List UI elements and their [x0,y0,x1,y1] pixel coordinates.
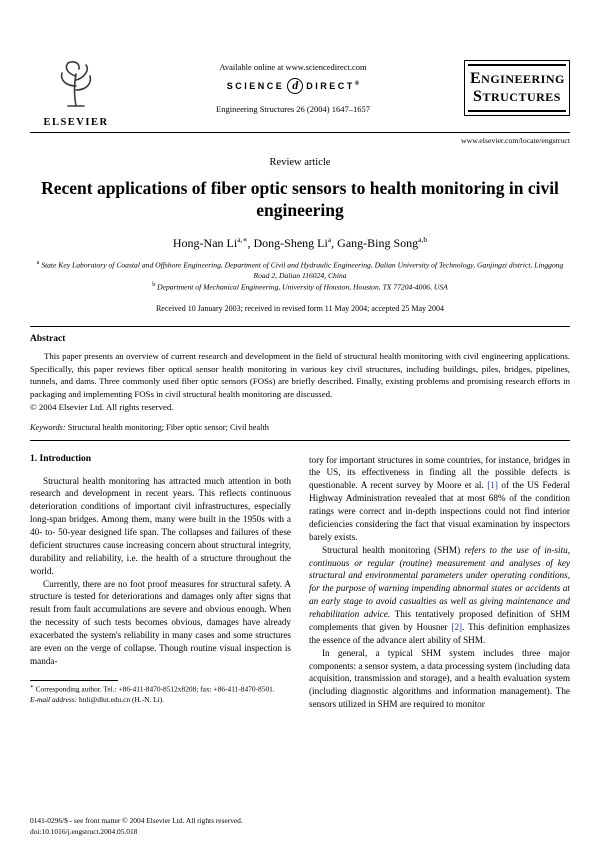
elsevier-tree-icon [54,97,98,114]
elsevier-label: ELSEVIER [43,117,109,128]
journal-logo-box [464,60,570,116]
section-1-heading: 1. Introduction [30,453,92,464]
registered-mark: ® [354,81,360,87]
sciencedirect-d-icon: d [287,78,303,94]
journal-url-link[interactable]: www.elsevier.com/locate/engstruct [460,136,570,145]
footnote-block [30,680,291,705]
affiliation-a: $^a$ State Key Laboratory of Coastal and Offshore Engineering, Department of Civil and Hydraulic Engineering, Dalian University of Technology, Ganjingzi district, Linggong Road 2, Dalian 116024, China [36,259,564,281]
journal-logo-inner [468,64,566,112]
corresponding-author-note: ∗ Corresponding author. Tel.: +86-411-8470-8512x8208; fax: +86-411-8470-8501. [30,683,275,694]
author-separator: , [331,235,338,250]
author-2: Dong-Sheng Li$^a$ [253,234,332,250]
abstract-text: This paper presents an overview of current research and development in the field of structural health monitoring with civil engineering applications. Specifically, this paper reviews fiber optical sensor health monitoring in various key civil structures, including buildings, piles, bridges, pipelines, tunnels, and dams. Three commonly used fiber optic sensors (FOSs) are briefly described. Finally, existing problems and promising research efforts in packaging and implementing FOSs in civil structural health monitoring are discussed. [30,350,570,400]
right-paragraph-3: In general, a typical SHM system includes three major components: a sensor system, a data processing system (including data acquisition, transmission and storage), and a health evaluation system (including diagnostic algorithms and information management). The sensors utilized in SHM are required to monitor [309,647,570,710]
journal-logo-line1: ENGINEERING [470,70,565,87]
sciencedirect-logo[interactable] [122,78,464,94]
reference-link-2[interactable]: [2] [451,621,463,632]
email-note [30,695,291,705]
header-divider [30,132,570,133]
intro-paragraph-1: Structural health monitoring has attracted much attention in both research and development in recent years. This reflects continuous deterioration conditions of important civil infrastructures, especially long-span bridges. Among them, many were built in the 1950s with a 40- to- 50-year designed life span. The collapses and failures of these deficient structures cause increasing concern about structural integrity, durability and reliability, i.e. the health of a structure throughout the world. [30,475,291,576]
journal-logo-block [464,60,570,116]
elsevier-logo-block [30,60,122,128]
journal-logo-line2: STRUCTURES [473,87,561,105]
sciencedirect-direct-text: DIRECT® [306,81,360,91]
right-paragraph-1: tory for important structures in some countries, for instance, bridges in the US, its effectiveness in finding all the possible defects is questionable. A recent survey by Moore et al. [1] of the US Federal Highway Administration revealed that at most 68% of the condition ratings were correct and in-depth inspections could not find interior deficiencies considering the fact that visual examination by inspectors barely exists. [309,454,570,542]
intro-paragraph-2: Currently, there are no foot proof measures for structural safety. A structure is tested for deteriorations and damages only after signs that result from fault accumulations are severe and obvious enough. When the necessity of such tests becomes obvious, damages have already exacerbated the system's reliability in many cases and some structures are even on the verge of collapse. Though routine visual inspection is manda- [30,578,291,666]
sciencedirect-science-text: SCIENCE [226,81,285,91]
reference-link-1[interactable]: [1] [487,480,498,491]
footnote-divider [30,680,118,681]
received-dates: Received 10 January 2003; received in revised form 11 May 2004; accepted 25 May 2004 [155,303,445,313]
issn-line: 0141-0296/$ - see front matter © 2004 Elsevier Ltd. All rights reserved. [30,815,243,825]
author-3: Gang-Bing Song$^{a,b}$ [337,234,428,250]
email-label: E-mail address: [30,694,78,704]
keywords-line [30,423,570,432]
author-list [30,235,570,251]
author-1: Hong-Nan $Li^{a,∗}$ [172,234,248,250]
keywords-label: Keywords: [30,422,66,432]
email-address[interactable]: hnli@dlut.edu.cn (H.-N. Li). [77,694,165,704]
article-type-label: Review article [269,157,331,168]
abstract-heading: Abstract [30,333,66,344]
left-column [30,454,291,712]
abstract-copyright: © 2004 Elsevier Ltd. All rights reserved. [30,401,174,412]
page-header [30,60,570,128]
available-online-text[interactable]: Available online at www.sciencedirect.com [219,62,367,72]
paper-title: Recent applications of fiber optic sensors to health monitoring in civil engineering [41,178,559,221]
doi-line[interactable]: doi:10.1016/j.engstruct.2004.05.018 [30,826,138,836]
imprint-block [30,815,243,837]
abstract-top-divider [30,326,570,327]
right-paragraph-2: Structural health monitoring (SHM) refers to the use of in-situ, continuous or regular (routine) measurement and analyses of key structural and environmental parameters under operating conditions, for the purpose of warning impending abnormal states or accidents at an early stage to avoid casualties as well as giving maintenance and rehabilitation advice. This tentatively proposed definition of SHM complements that given by Housner [2]. This definition emphasizes the essence of the advance alert ability of SHM. [309,544,571,645]
right-column [309,454,570,712]
abstract-bottom-divider [30,440,570,441]
author-separator: , [247,235,254,250]
body-columns [30,454,570,712]
keywords-text: Structural health monitoring; Fiber optic sensor; Civil health [65,422,269,432]
affiliations [30,259,570,293]
header-center [122,60,464,114]
journal-citation: Engineering Structures 26 (2004) 1647–1657 [216,104,370,114]
affiliation-b: $^b$ Department of Mechanical Engineering, University of Houston, Houston, TX 77204-4006, USA [152,282,448,292]
